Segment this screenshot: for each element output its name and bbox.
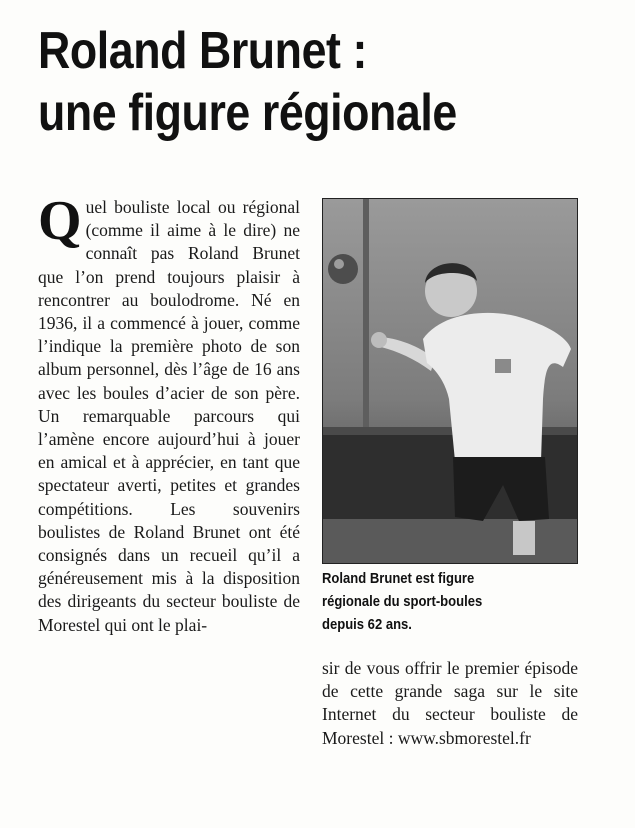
photo-caption bbox=[322, 568, 552, 637]
article-body-right-text: sir de vous offrir le premier épisode de cette grande saga sur le site Internet du secteur bouliste de Morestel : www.sbmorestel.fr bbox=[322, 658, 578, 748]
caption-line-2: régionale du sport-boules bbox=[322, 594, 483, 610]
article-body-left-column bbox=[38, 190, 300, 637]
article-body-right-column bbox=[322, 657, 578, 750]
article-headline bbox=[38, 20, 537, 144]
article-photo bbox=[322, 198, 578, 564]
drop-cap: Q bbox=[38, 190, 82, 252]
caption-line-3: depuis 62 ans. bbox=[322, 617, 412, 633]
caption-line-1: Roland Brunet est figure bbox=[322, 571, 475, 587]
article-paragraph bbox=[38, 190, 300, 637]
bowler-photo-illustration bbox=[323, 199, 577, 563]
article-body-left-text: uel bouliste local ou régional (comme il aime à le dire) ne connaît pas Roland Brunet que l’on prend toujours plaisir à rencontrer au boulodrome. Né en 1936, il a commencé à jouer, comme l’indique la première photo de son album personnel, dès l’âge de 16 ans avec les boules d’acier de son père. Un remarquable parcours qui l’amène encore aujourd’hui à jouer en amical et à apprécier, en tant que spectateur averti, petites et grandes compétitions. Les souvenirs boulistes de Roland Brunet ont été consignés dans un recueil qu’il a généreusement mis à la disposition des dirigeants du secteur bouliste de Morestel qui ont le plai- bbox=[38, 197, 300, 635]
headline-line-2: une figure régionale bbox=[38, 84, 457, 142]
headline-line-1: Roland Brunet : bbox=[38, 22, 367, 80]
